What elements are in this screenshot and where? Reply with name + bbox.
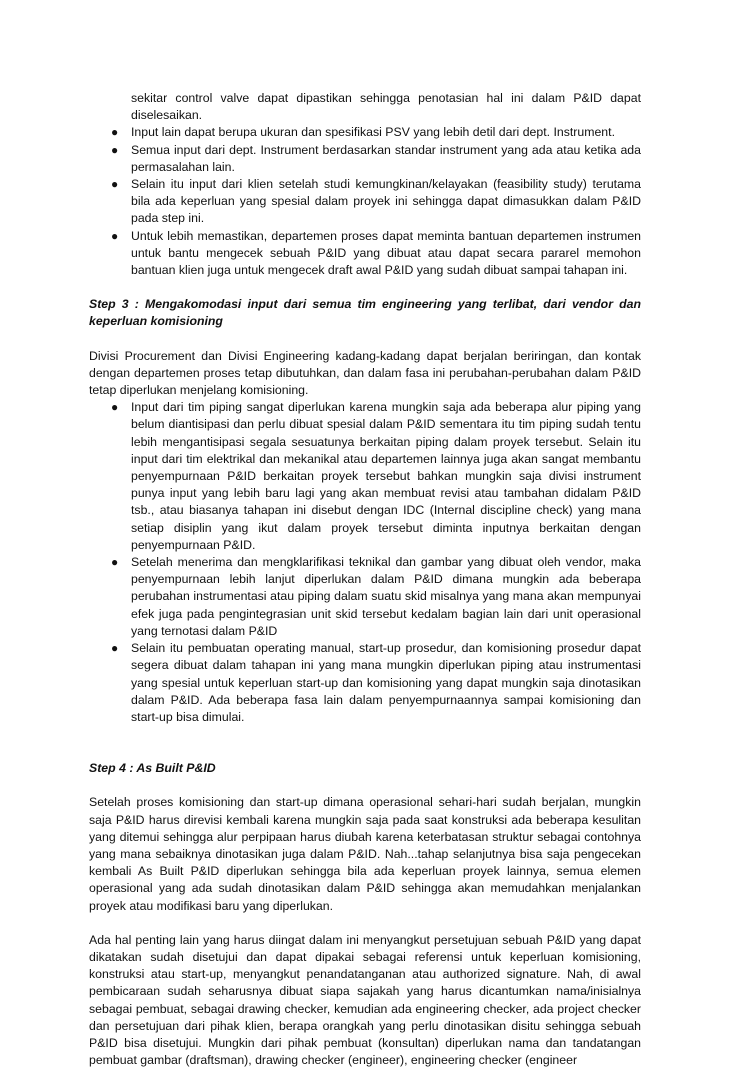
list-item xyxy=(89,554,641,640)
step4-heading: Step 4 : As Built P&ID xyxy=(89,761,216,776)
bullet-icon: ● xyxy=(111,177,119,192)
step4-paragraph-1: Setelah proses komisioning dan start-up dimana operasional sehari-hari sudah berjalan, mungkin saja P&ID harus direvisi kembali karena mungkin saja pada saat konstruksi ada beberapa kesulitan yang ditemui sehingga alur perpipaan harus diubah karena keterbatasan struktur sebagai contohnya yang mana sebaiknya dinotasikan juga dalam P&ID. Nah...tahap selanjutnya bisa saja pengecekan kembali As Built P&ID diperlukan sehingga bila ada keperluan proyek lainnya, semua elemen operasional yang ada sudah dinotasikan dalam P&ID sehingga akan memudahkan menjalankan proyek atau modifikasi baru yang diperlukan. xyxy=(89,795,641,913)
page-content xyxy=(89,90,641,1069)
step3-heading: Step 3 : Mengakomodasi input dari semua tim engineering yang terlibat, dari vendor dan keperluan komisioning xyxy=(89,297,641,329)
bullet-text: Semua input dari dept. Instrument berdasarkan standar instrument yang ada atau ketika ada permasalahan lain. xyxy=(131,142,641,174)
step2-bullet-list xyxy=(89,124,641,279)
bullet-text: Untuk lebih memastikan, departemen proses dapat meminta bantuan departemen instrumen untuk bantu mengecek sebuah P&ID yang dibuat atau dapat secara pararel memohon bantuan klien juga untuk mengecek draft awal P&ID yang sudah dibuat sampai tahapan ini. xyxy=(131,228,641,278)
step3-bullet-list xyxy=(89,399,641,726)
list-item xyxy=(89,228,641,280)
list-item xyxy=(89,142,641,176)
bullet-icon: ● xyxy=(111,641,119,656)
bullet-text: Setelah menerima dan mengklarifikasi teknikal dan gambar yang dibuat oleh vendor, maka penyempurnaan lebih lanjut diperlukan dalam P&ID dimana mungkin ada beberapa perubahan instrumentasi atau piping dalam suatu skid misalnya yang mana akan mempunyai efek juga pada pengintegrasian unit skid tersebut kedalam bagian lain dari unit operasional yang ternotasi dalam P&ID xyxy=(131,555,641,638)
list-item xyxy=(89,124,641,141)
list-item xyxy=(89,176,641,228)
bullet-text: Selain itu input dari klien setelah studi kemungkinan/kelayakan (feasibility study) terutama bila ada keperluan yang spesial dalam proyek ini sehingga dapat dimasukkan dalam P&ID pada step ini. xyxy=(131,177,641,226)
bullet-text: Input dari tim piping sangat diperlukan karena mungkin saja ada beberapa alur piping yang belum diantisipasi dan perlu dibuat spesial dalam P&ID sementara itu tim piping sudah tentu lebih mengantisipasi segala sesuatunya berkaitan piping dalam proyek tersebut. Selain itu input dari tim elektrikal dan mekanikal atau departemen lainnya juga akan sangat membantu penyempurnaan P&ID berkaitan proyek tersebut bahkan mungkin saja divisi instrument punya input yang lebih baru lagi yang akan membuat revisi atau tambahan didalam P&ID tsb., atau biasanya tahapan ini disebut dengan IDC (Internal discipline check) yang mana setiap disiplin yang ikut dalam proyek tersebut diminta inputnya berkaitan dengan penyempurnaan P&ID. xyxy=(131,400,641,552)
bullet-icon: ● xyxy=(111,142,119,157)
bullet-text: Input lain dapat berupa ukuran dan spesifikasi PSV yang lebih detil dari dept. Instrument. xyxy=(131,125,615,140)
bullet-icon: ● xyxy=(111,228,119,243)
step4-paragraph-2: Ada hal penting lain yang harus diingat dalam ini menyangkut persetujuan sebuah P&ID yang dapat dikatakan sudah disetujui dan dapat dipakai sebagai referensi untuk keperluan komisioning, konstruksi atau start-up, menyangkut penandatanganan atau authorized signature. Nah, di awal pembicaraan sudah seharusnya dibuat siapa sajakah yang harus dicantumkan nama/inisialnya sebagai pembuat, sebagai drawing checker, kemudian ada engineering checker, ada project checker dan persetujuan dari pihak klien, berapa orangkah yang perlu dinotasikan disitu sehingga sebuah P&ID bisa disetujui. Mungkin dari pihak pembuat (konsultan) diperlukan nama dan tandatangan pembuat gambar (draftsman), drawing checker (engineer), engineering checker (engineer xyxy=(89,932,641,1068)
bullet-continuation: sekitar control valve dapat dipastikan sehingga penotasian hal ini dalam P&ID dapat diselesaikan. xyxy=(131,91,641,123)
list-item xyxy=(89,399,641,554)
step3-intro: Divisi Procurement dan Divisi Engineering kadang-kadang dapat berjalan beriringan, dan kontak dengan departemen proses tetap dibutuhkan, dan dalam fasa ini perubahan-perubahan dalam P&ID tetap diperlukan menjelang komisioning. xyxy=(89,348,641,398)
list-item xyxy=(89,640,641,726)
bullet-text: Selain itu pembuatan operating manual, start-up prosedur, dan komisioning prosedur dapat segera dibuat dalam tahapan ini yang mana mungkin diperlukan piping atau instrumentasi yang spesial untuk keperluan start-up dan komisioning yang dapat mungkin saja dinotasikan dalam P&ID. Ada beberapa fasa lain dalam penyempurnaannya sampai komisioning dan start-up bisa dimulai. xyxy=(131,641,641,724)
bullet-icon: ● xyxy=(111,555,119,570)
bullet-icon: ● xyxy=(111,400,119,415)
bullet-icon: ● xyxy=(111,125,119,140)
